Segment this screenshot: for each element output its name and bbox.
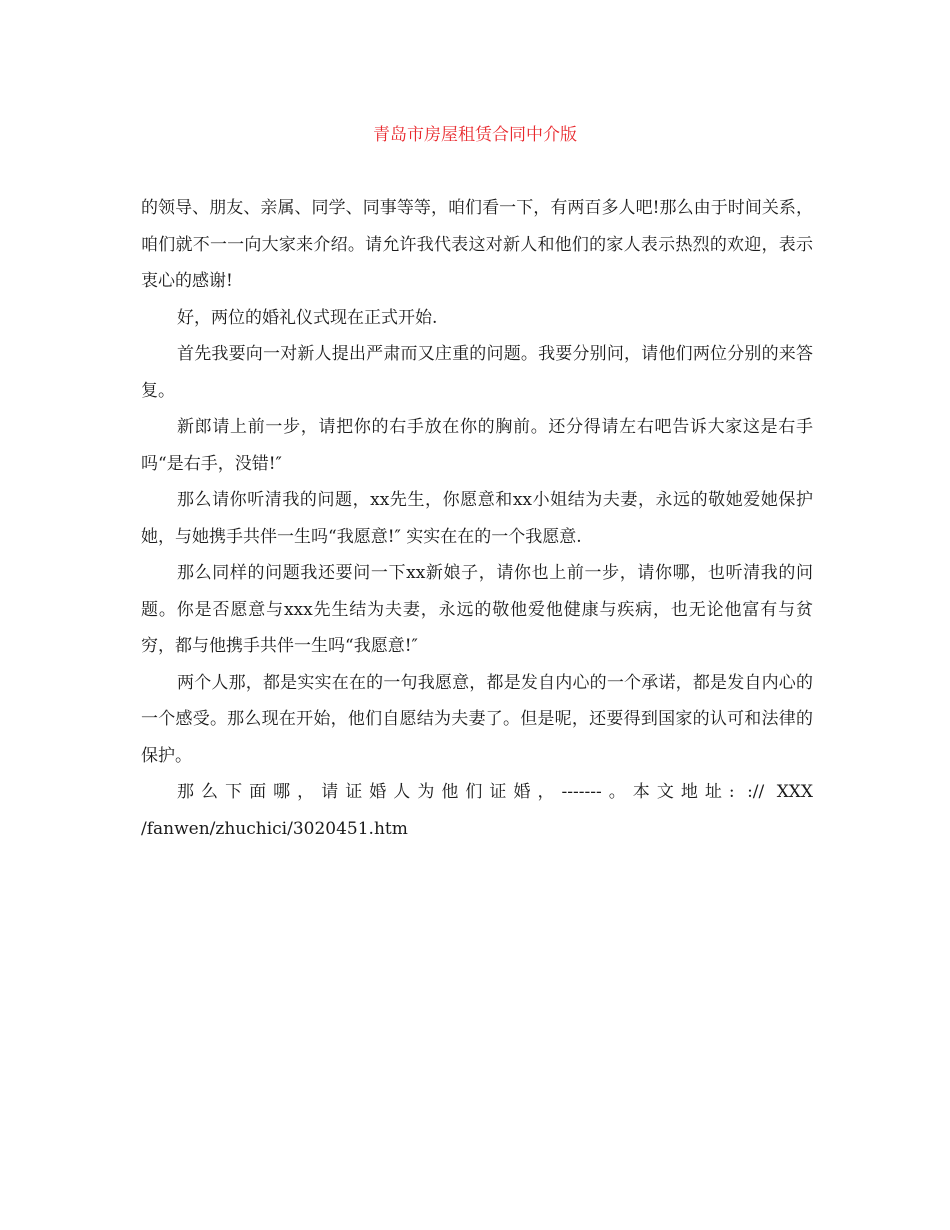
- paragraph-2: 好，两位的婚礼仪式现在正式开始.: [177, 307, 438, 328]
- paragraph-6: 那么同样的问题我还要问一下xx新娘子，请你也上前一步，请你哪，也听清我的问题。你是否愿意与xxx先生结为夫妻，永远的敬他爱他健康与疾病，也无论他富有与贫穷，都与他携手共伴一生吗“我愿意!″: [141, 563, 813, 656]
- paragraph-3: 首先我要向一对新人提出严肃而又庄重的问题。我要分别问，请他们两位分别的来答复。: [141, 344, 813, 401]
- paragraph-4: 新郎请上前一步，请把你的右手放在你的胸前。还分得请左右吧告诉大家这是右手吗“是右手，没错!″: [141, 417, 813, 474]
- paragraph-8-source-address: 那么下面哪，请证婚人为他们证婚，-------。本文地址: :// XXX /fanwen/zhuchici/3020451.htm: [141, 782, 813, 839]
- paragraph-5: 那么请你听清我的问题，xx先生，你愿意和xx小姐结为夫妻，永远的敬她爱她保护她，与她携手共伴一生吗“我愿意!″ 实实在在的一个我愿意.: [141, 490, 813, 547]
- document-body: [141, 190, 813, 847]
- paragraph-7: 两个人那，都是实实在在的一句我愿意，都是发自内心的一个承诺，都是发自内心的一个感受。那么现在开始，他们自愿结为夫妻了。但是呢，还要得到国家的认可和法律的保护。: [141, 672, 813, 766]
- document-title: 青岛市房屋租赁合同中介版: [373, 125, 577, 145]
- paragraph-1: 的领导、朋友、亲属、同学、同事等等，咱们看一下，有两百多人吧!那么由于时间关系，咱们就不一一向大家来介绍。请允许我代表这对新人和他们的家人表示热烈的欢迎，表示衷心的感谢!: [141, 198, 813, 291]
